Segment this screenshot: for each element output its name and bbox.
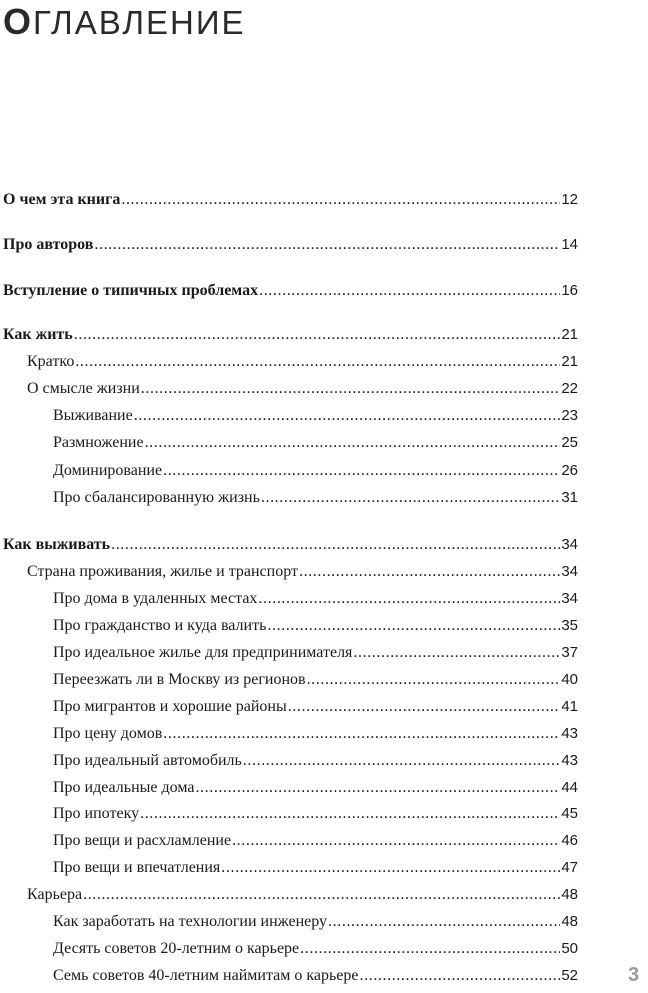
toc-leader [74, 324, 561, 346]
toc-entry-page: 44 [561, 779, 578, 796]
toc-entry-title: Как жить [3, 326, 73, 343]
toc-entry[interactable] [53, 750, 578, 772]
toc-entry[interactable] [53, 965, 578, 987]
toc-leader [261, 487, 560, 509]
toc-entry-title: Страна проживания, жилье и транспорт [27, 563, 298, 580]
toc-entry-page: 26 [561, 462, 578, 479]
toc-entry[interactable] [53, 487, 578, 509]
toc-leader [134, 405, 561, 427]
title-initial: О [3, 1, 34, 42]
toc-entry-title: Кратко [27, 353, 75, 370]
toc-leader [141, 378, 561, 400]
toc-entry[interactable] [3, 324, 578, 346]
toc-entry[interactable] [53, 642, 578, 664]
toc-entry-title: Про авторов [3, 236, 94, 253]
toc-entry-title: Доминирование [53, 462, 163, 479]
toc-entry[interactable] [53, 615, 578, 637]
toc-entry-page: 43 [561, 725, 578, 742]
toc-entry-title: Про идеальное жилье для предпринимателя [53, 644, 353, 661]
toc-entry[interactable] [53, 588, 578, 610]
toc-entry-page: 22 [561, 380, 578, 397]
toc-entry-title: О чем эта книга [3, 191, 121, 208]
toc-entry-title: Карьера [27, 886, 83, 903]
toc-entry[interactable] [53, 803, 578, 825]
toc-entry-page: 34 [561, 563, 578, 580]
title-rest: ГЛАВЛЕНИЕ [33, 4, 246, 41]
toc-entry-page: 43 [561, 752, 578, 769]
toc-entry-title: Про цену домов [53, 725, 163, 742]
toc-entry-page: 31 [561, 489, 578, 506]
toc-entry[interactable] [3, 280, 578, 302]
toc-entry[interactable] [3, 189, 578, 211]
toc-leader [267, 615, 560, 637]
toc-leader [307, 669, 561, 691]
toc-entry-title: Про вещи и расхламление [53, 832, 232, 849]
toc-leader [328, 911, 560, 933]
toc-entry[interactable] [3, 534, 578, 556]
toc-entry-title: О смысле жизни [27, 380, 140, 397]
toc-leader [259, 280, 560, 302]
toc-entry-title: Семь советов 40-летним наймитам о карьере [53, 967, 359, 984]
toc-entry-page: 16 [561, 282, 578, 299]
toc-entry-page: 21 [561, 326, 578, 343]
toc-entry[interactable] [27, 884, 578, 906]
toc-entry-title: Размножение [53, 434, 144, 451]
toc-leader [353, 642, 560, 664]
toc-leader [94, 234, 560, 256]
toc-entry[interactable] [27, 561, 578, 583]
toc-leader [243, 750, 561, 772]
toc-entry[interactable] [53, 460, 578, 482]
toc-leader [288, 696, 561, 718]
toc-entry[interactable] [53, 696, 578, 718]
toc-entry-title: Десять советов 20-летним о карьере [53, 940, 300, 957]
toc-entry-page: 34 [561, 536, 578, 553]
toc-entry[interactable] [53, 938, 578, 960]
toc-entry-title: Про идеальные дома [53, 779, 195, 796]
toc-entry[interactable] [53, 669, 578, 691]
toc-leader [163, 460, 560, 482]
toc-entry-title: Вступление о типичных проблемах [3, 282, 259, 299]
toc-entry-title: Переезжать ли в Москву из регионов [53, 671, 306, 688]
toc-entry[interactable] [53, 857, 578, 879]
toc-entry[interactable] [53, 723, 578, 745]
toc-entry-page: 47 [561, 859, 578, 876]
page-number: 3 [628, 964, 640, 986]
toc-leader [360, 965, 561, 987]
toc-entry-page: 37 [561, 644, 578, 661]
toc-entry-title: Про вещи и впечатления [53, 859, 221, 876]
toc-entry-page: 41 [561, 698, 578, 715]
toc-entry[interactable] [53, 405, 578, 427]
toc-entry-page: 35 [561, 617, 578, 634]
toc-entry[interactable] [53, 432, 578, 454]
toc-entry-title: Про идеальный автомобиль [53, 752, 242, 769]
toc-leader [145, 432, 561, 454]
toc-leader [111, 534, 560, 556]
toc-leader [83, 884, 560, 906]
toc-entry-page: 25 [561, 434, 578, 451]
toc-entry-page: 45 [561, 805, 578, 822]
toc-entry[interactable] [53, 911, 578, 933]
toc-leader [300, 938, 560, 960]
toc-leader [221, 857, 560, 879]
toc-entry[interactable] [27, 351, 578, 373]
toc-entry-title: Про гражданство и куда валить [53, 617, 267, 634]
toc-entry-page: 34 [561, 590, 578, 607]
toc-leader [163, 723, 560, 745]
toc-entry-page: 23 [561, 407, 578, 424]
toc-entry-page: 48 [561, 913, 578, 930]
toc-entry-page: 12 [561, 191, 578, 208]
toc-entry-title: Про мигрантов и хорошие районы [53, 698, 287, 715]
toc-entry-title: Выживание [53, 407, 133, 424]
toc-entry-title: Про дома в удаленных местах [53, 590, 258, 607]
toc-leader [121, 189, 560, 211]
toc-entry[interactable] [27, 378, 578, 400]
toc-leader [140, 803, 560, 825]
toc-entry-title: Про ипотеку [53, 805, 140, 822]
toc-entry-title: Как выживать [3, 536, 111, 553]
toc-entry-title: Про сбалансированную жизнь [53, 489, 260, 506]
toc-leader [258, 588, 560, 610]
toc-leader [75, 351, 560, 373]
toc-entry-page: 14 [561, 236, 578, 253]
toc-entry[interactable] [3, 234, 578, 256]
toc-entry[interactable] [53, 777, 578, 799]
toc-leader [195, 777, 560, 799]
toc-entry-page: 48 [561, 886, 578, 903]
toc-leader [299, 561, 560, 583]
toc-entry[interactable] [53, 830, 578, 852]
toc-entry-page: 52 [561, 967, 578, 984]
toc-entry-page: 21 [561, 353, 578, 370]
toc-entry-page: 46 [561, 832, 578, 849]
toc-entry-page: 50 [561, 940, 578, 957]
toc-entry-title: Как заработать на технологии инженеру [53, 913, 328, 930]
toc-leader [232, 830, 560, 852]
toc-entry-page: 40 [561, 671, 578, 688]
